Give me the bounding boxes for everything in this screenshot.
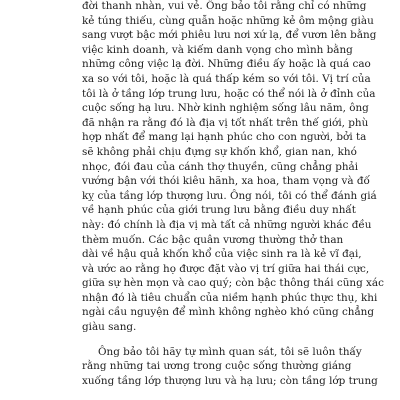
text-line: kẻ túng thiếu, cùng quẫn hoặc những kẻ ôm mộng giàu xyxy=(82,14,374,27)
paragraph-2 xyxy=(82,345,378,389)
text-line: Ông bảo tôi hãy tự mình quan sát, tôi sẽ luôn thấy xyxy=(98,345,362,358)
text-line: thèm muốn. Các bậc quân vương thường thở than xyxy=(82,233,344,246)
text-line: và ước ao rằng họ được đặt vào vị trí giữa hai thái cực, xyxy=(82,262,370,275)
text-line: sẽ không phải chịu đựng sự khốn khổ, gian nan, khó xyxy=(82,145,357,158)
text-line: đã nhận ra rằng đó là địa vị tốt nhất trên thế giới, phù xyxy=(82,116,369,129)
text-line: nhọc, đói đau của cánh thợ thuyền, cũng chẳng phải xyxy=(82,160,359,173)
text-line: giàu sang. xyxy=(82,321,137,334)
text-line: kỵ của tầng lớp thượng lưu. Ông nói, tôi có thể đánh giá xyxy=(82,189,377,202)
text-line: ngài cầu nguyện để mình không nghèo khó cũng chẳng xyxy=(82,306,374,319)
text-line: vướng bận với thói kiêu hãnh, xa hoa, tham vọng và đố xyxy=(82,175,370,188)
body-text xyxy=(82,0,384,388)
text-line: cuộc sống hạ lưu. Nhờ kinh nghiệm sống lâu năm, ông xyxy=(82,102,369,115)
text-line: này: đó chính là địa vị mà tất cả những người khác đều xyxy=(82,218,372,231)
text-line: nhận đó là tiêu chuẩn của niềm hạnh phúc thực thụ, khi xyxy=(82,291,378,304)
text-line: những công việc lạ đời. Những điều ấy hoặc là quá cao xyxy=(82,58,371,71)
text-line: tôi là ở tầng lớp trung lưu, hoặc có thể nói là ở đỉnh của xyxy=(82,87,376,100)
text-line: dài về hậu quả khốn khổ của việc sinh ra là kẻ vĩ đại, xyxy=(82,248,362,261)
text-line: việc kinh doanh, và kiếm danh vọng cho mình bằng xyxy=(82,43,353,56)
text-line: sang vượt bậc mới phiêu lưu nơi xứ lạ, để vươn lên bằng xyxy=(82,29,377,42)
text-line: giữa sự hèn mọn và cao quý; còn bậc thông thái cũng xác xyxy=(82,277,384,290)
text-line: xuống tầng lớp thượng lưu và hạ lưu; còn tầng lớp trung xyxy=(82,374,378,387)
text-line: về hạnh phúc của giới trung lưu bằng điều duy nhất xyxy=(82,204,356,217)
text-line: hợp nhất để mang lại hạnh phúc cho con người, bởi ta xyxy=(82,131,367,144)
text-line: xa so với tôi, hoặc là quá thấp kém so với tôi. Vị trí của xyxy=(82,72,371,85)
text-line: đời thanh nhàn, vui vẻ. Ông bảo tôi rằng chỉ có những xyxy=(82,0,367,12)
paragraph-gap xyxy=(82,335,378,345)
text-line: rằng những tai ương trong cuộc sống thường giáng xyxy=(82,360,352,373)
paragraph-1 xyxy=(82,0,384,335)
